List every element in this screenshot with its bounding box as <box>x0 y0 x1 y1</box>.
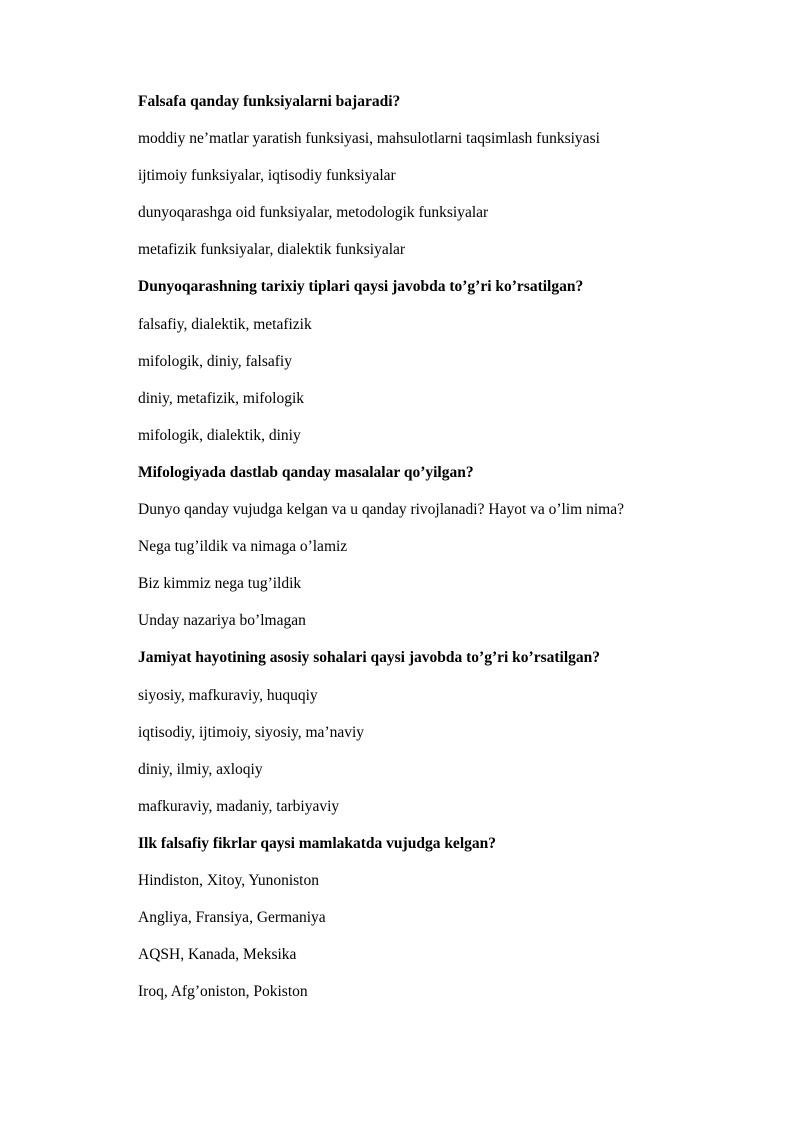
question-4: Jamiyat hayotining asosiy sohalari qaysi javobda to’g’ri ko’rsatilgan? <box>138 649 601 667</box>
question-2-option-3: diniy, metafizik, mifologik <box>138 389 305 407</box>
question-4-option-3: diniy, ilmiy, axloqiy <box>138 760 263 778</box>
question-1: Falsafa qanday funksiyalarni bajaradi? <box>138 93 401 110</box>
question-2-option-2: mifologik, diniy, falsafiy <box>138 352 292 370</box>
question-2-option-1: falsafiy, dialektik, metafizik <box>138 315 312 333</box>
document-page <box>138 92 698 1019</box>
question-5-option-2: Angliya, Fransiya, Germaniya <box>138 909 326 927</box>
question-4-option-4: mafkuraviy, madaniy, tarbiyaviy <box>138 797 340 815</box>
question-3: Mifologiyada dastlab qanday masalalar qo’yilgan? <box>138 463 474 481</box>
question-4-option-1: siyosiy, mafkuraviy, huquqiy <box>138 686 318 704</box>
question-3-option-2: Nega tug’ildik va nimaga o’lamiz <box>138 538 348 556</box>
question-5-option-4: Iroq, Afg’oniston, Pokiston <box>138 983 308 1001</box>
question-1-option-1: moddiy ne’matlar yaratish funksiyasi, mahsulotlarni taqsimlash funksiyasi <box>138 130 600 148</box>
question-5: Ilk falsafiy fikrlar qaysi mamlakatda vujudga kelgan? <box>138 834 496 852</box>
question-3-option-4: Unday nazariya bo’lmagan <box>138 612 306 630</box>
question-1-option-4: metafizik funksiyalar, dialektik funksiyalar <box>138 241 406 259</box>
question-4-option-2: iqtisodiy, ijtimoiy, siyosiy, ma’naviy <box>138 723 365 741</box>
question-3-option-3: Biz kimmiz nega tug’ildik <box>138 575 302 593</box>
question-3-option-1: Dunyo qanday vujudga kelgan va u qanday rivojlanadi? Hayot va o’lim nima? <box>138 501 624 519</box>
question-5-option-3: AQSH, Kanada, Meksika <box>138 946 297 964</box>
question-1-option-3: dunyoqarashga oid funksiyalar, metodologik funksiyalar <box>138 204 489 222</box>
question-1-option-2: ijtimoiy funksiyalar, iqtisodiy funksiyalar <box>138 167 396 185</box>
question-2-option-4: mifologik, dialektik, diniy <box>138 426 301 444</box>
question-5-option-1: Hindiston, Xitoy, Yunoniston <box>138 871 319 889</box>
question-2: Dunyoqarashning tarixiy tiplari qaysi javobda to’g’ri ko’rsatilgan? <box>138 278 584 296</box>
